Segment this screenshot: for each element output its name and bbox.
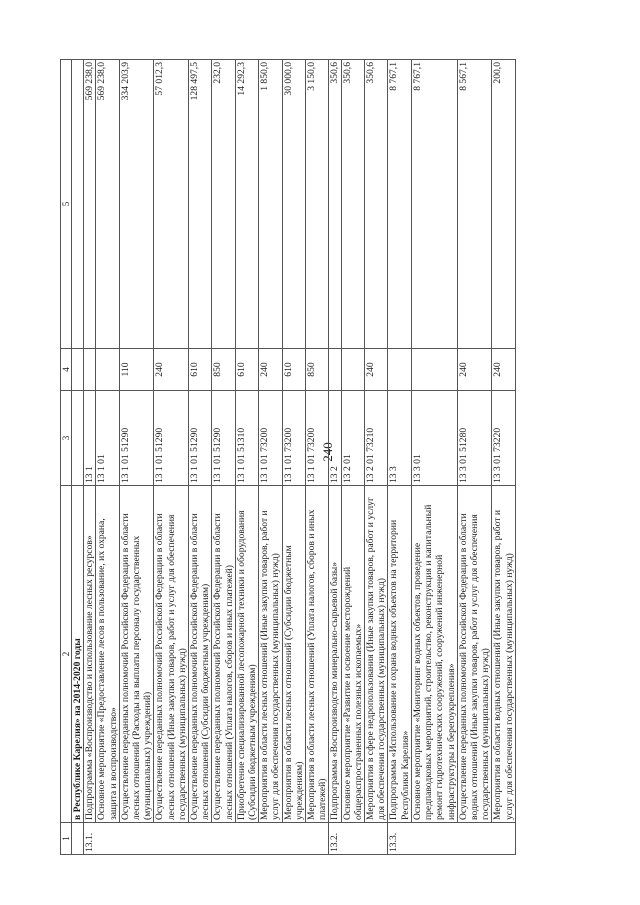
- row-code: 13 1 01 51310: [235, 391, 258, 486]
- row-name: Основное мероприятие «Предоставление лесов в пользование, их охрана, защита и воспроизводство»: [96, 486, 119, 823]
- rotated-table-wrapper: [60, 60, 625, 855]
- table-row: [259, 60, 282, 855]
- row-name: Подпрограмма «Использование и охрана водных объектов на территории Республики Карелия»: [388, 486, 411, 823]
- row-amount: 350,6: [365, 60, 388, 349]
- row-name: Основное мероприятие «Развитие и освоение месторождений общераспространенных полезных ископаемых»: [341, 486, 364, 823]
- row-expense-type: 850: [306, 349, 329, 391]
- row-expense-type: [329, 349, 341, 391]
- row-code: 13 1 01 51290: [154, 391, 189, 486]
- row-code: 13 2: [329, 391, 341, 486]
- table-group: [84, 60, 329, 855]
- table-row: [492, 60, 515, 855]
- table-header-row: [61, 60, 72, 855]
- table-row: [457, 60, 492, 855]
- row-code: 13 1 01: [96, 391, 119, 486]
- row-code: 13 2 01 73210: [365, 391, 388, 486]
- row-expense-type: 850: [212, 349, 235, 391]
- row-expense-type: 110: [119, 349, 154, 391]
- row-name: Осуществление переданных полномочий Российской Федерации в области водных отношений (Иные закупки товаров, работ и услуг для обеспечения государственных (муниципальных) нужд): [457, 486, 492, 823]
- row-code: 13 3: [388, 391, 411, 486]
- table-row: [189, 60, 212, 855]
- row-code: 13 1 01 51290: [119, 391, 154, 486]
- table-row: [154, 60, 189, 855]
- row-expense-type: [96, 349, 119, 391]
- row-code: 13 1 01 73200: [259, 391, 282, 486]
- row-name: Осуществление переданных полномочий Российской Федерации в области лесных отношений (Иные закупки товаров, работ и услуг для обеспечения государственных (муниципальных) нужд): [154, 486, 189, 823]
- row-amount: 30 000,0: [282, 60, 305, 349]
- row-amount: 8 567,1: [457, 60, 492, 349]
- row-name: Осуществление переданных полномочий Российской Федерации в области лесных отношений (Расходы на выплаты персоналу государственных (муниципальных) учреждений): [119, 486, 154, 823]
- row-expense-type: 610: [235, 349, 258, 391]
- row-amount: 14 292,3: [235, 60, 258, 349]
- row-expense-type: 610: [189, 349, 212, 391]
- table-row: [96, 60, 119, 855]
- row-name: Подпрограмма «Воспроизводство минерально-сырьевой базы»: [329, 486, 341, 823]
- table-row: [235, 60, 258, 855]
- row-amount: 334 203,9: [119, 60, 154, 349]
- row-code: 13 3 01: [411, 391, 457, 486]
- row-number: 13.2.: [329, 823, 388, 855]
- row-expense-type: [84, 349, 96, 391]
- row-amount: 8 767,1: [388, 60, 411, 349]
- row-name: Подпрограмма «Воспроизводство и использование лесных ресурсов»: [84, 486, 96, 823]
- row-name: Осуществление переданных полномочий Российской Федерации в области лесных отношений (Уплата налогов, сборов и иных платежей): [212, 486, 235, 823]
- row-name: Мероприятия в области лесных отношений (Субсидии бюджетным учреждениям): [282, 486, 305, 823]
- table-row: [282, 60, 305, 855]
- row-name: Приобретение специализированной лесопожарной техники и оборудования (Субсидии бюджетным учреждениям): [235, 486, 258, 823]
- row-code: 13 3 01 51280: [457, 391, 492, 486]
- table-group: [388, 60, 515, 855]
- row-expense-type: 240: [259, 349, 282, 391]
- row-code: 13 1 01 51290: [212, 391, 235, 486]
- row-code: 13 1: [84, 391, 96, 486]
- row-amount: 350,6: [329, 60, 341, 349]
- section-title: в Республике Карелия» на 2014-2020 годы: [72, 486, 84, 823]
- table-row: [119, 60, 154, 855]
- row-code: 13 3 01 73220: [492, 391, 515, 486]
- table-row: [341, 60, 364, 855]
- page-number: 240: [320, 442, 335, 462]
- row-expense-type: 610: [282, 349, 305, 391]
- row-name: Мероприятия в сфере недропользования (Иные закупки товаров, работ и услуг для обеспечения государственных (муниципальных) нужд): [365, 486, 388, 823]
- row-name: Мероприятия в области лесных отношений (Уплата налогов, сборов и иных платежей): [306, 486, 329, 823]
- column-header: 2: [61, 486, 72, 823]
- column-header: 4: [61, 349, 72, 391]
- table-row: [388, 60, 411, 855]
- row-code: 13 1 01 73200: [282, 391, 305, 486]
- table-row: [84, 60, 96, 855]
- row-expense-type: 240: [457, 349, 492, 391]
- row-name: Мероприятия в области водных отношений (Иные закупки товаров, работ и услуг для обеспечения государственных (муниципальных) нужд): [492, 486, 515, 823]
- table-group: [329, 60, 388, 855]
- row-code: 13 1 01 73200: [306, 391, 329, 486]
- row-amount: 200,0: [492, 60, 515, 349]
- row-name: Осуществление переданных полномочий Российской Федерации в области лесных отношений (Субсидии бюджетным учреждениям): [189, 486, 212, 823]
- row-expense-type: [388, 349, 411, 391]
- row-amount: 232,0: [212, 60, 235, 349]
- row-expense-type: [341, 349, 364, 391]
- row-amount: 57 012,3: [154, 60, 189, 349]
- row-expense-type: 240: [154, 349, 189, 391]
- table-row: [329, 60, 341, 855]
- row-name: Основное мероприятие «Мониторинг водных объектов, проведение предпаводковых мероприятий, строительство, реконструкция и капитальный ремонт гидротехнических сооружений, сооружений инженерной инфраструктуры и берегоукрепления»: [411, 486, 457, 823]
- row-code: 13 1 01 51290: [189, 391, 212, 486]
- table-row: [411, 60, 457, 855]
- row-name: Мероприятия в области лесных отношений (Иные закупки товаров, работ и услуг для обеспечения государственных (муниципальных) нужд): [259, 486, 282, 823]
- table-row: [306, 60, 329, 855]
- table-row: [212, 60, 235, 855]
- row-code: 13 2 01: [341, 391, 364, 486]
- row-amount: 8 767,1: [411, 60, 457, 349]
- row-number: 13.1.: [84, 823, 329, 855]
- row-amount: 1 850,0: [259, 60, 282, 349]
- row-amount: 3 150,0: [306, 60, 329, 349]
- section-title-row: [72, 60, 84, 855]
- row-amount: 128 497,5: [189, 60, 212, 349]
- table-row: [365, 60, 388, 855]
- column-header: 5: [61, 60, 72, 349]
- budget-table: [60, 59, 516, 855]
- column-header: 1: [61, 823, 72, 855]
- row-amount: 350,6: [341, 60, 364, 349]
- row-expense-type: 240: [492, 349, 515, 391]
- row-expense-type: [411, 349, 457, 391]
- row-number: 13.3.: [388, 823, 515, 855]
- column-header: 3: [61, 391, 72, 486]
- row-amount: 569 238,0: [84, 60, 96, 349]
- row-amount: 569 238,0: [96, 60, 119, 349]
- row-expense-type: 240: [365, 349, 388, 391]
